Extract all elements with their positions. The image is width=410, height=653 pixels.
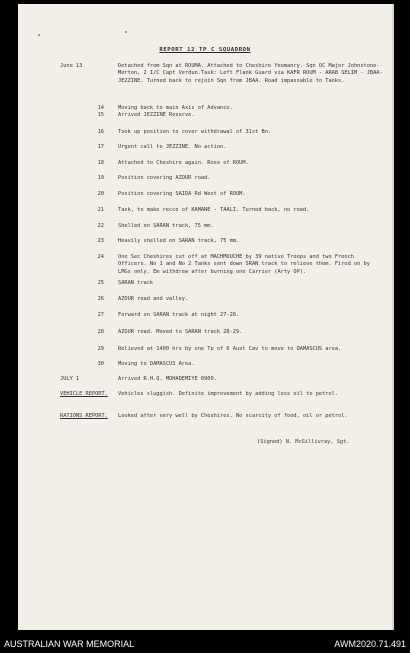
entry-day-number: 14	[97, 105, 104, 111]
entry-day-number: 22	[97, 223, 104, 229]
rations-report-text: Looked after very well by Cheshires. No scarcity of food, oil or petrol.	[118, 413, 348, 419]
entry-day-number: 24	[97, 254, 104, 260]
entry-text: Took up position to cover withdrawal of 31st Bn.	[118, 129, 272, 135]
entry-text: One Sec Cheshires cut off at MACHMOUCHE by 39 native Troops and two French Officers. No 1 and No 2 Tanks sent down SRAN track to relieve them. Fired on by LMGs only. Em withdrew after burning one Carrier (Arty OP).	[118, 254, 370, 275]
entry-text: Attached to Cheshire again. Rose of ROUM.	[118, 160, 249, 166]
rations-report-label: RATIONS REPORT.	[60, 413, 108, 419]
entry-text: AZOUR road. Moved to SARAN track 28-29.	[118, 329, 243, 335]
entry-day-number: 18	[97, 160, 104, 166]
entry-text: Task, to make recce of KAMANE - TAALI. Turned back, no road.	[118, 207, 310, 213]
entry-text: Arrived R.H.Q. MOHADEMIYE 0900.	[118, 376, 217, 382]
entry-day-number: 28	[97, 329, 104, 335]
entry-text: Detached from Sqn at ROUMA. Attached to Cheshire Yeomanry. Sqn OC Major Johnstone-Morton, 2 I/C Capt Verdun.Task: Left Flank Guard via KAFR ROUM - ARAB SELIM - JBAA-JEZZINE. Turned back to rejoin Sqn from JBAA. Road impassable to Tanks.	[118, 63, 383, 84]
entry-text: Relieved at 1400 hrs by one Tp of 6 Aust Cav to move to DAMASCUS area.	[118, 346, 342, 352]
entry-text: Moving back to main Axis of Advance.	[118, 105, 233, 111]
entry-day-number: 16	[97, 129, 104, 135]
entry-text: Heavily shelled on SARAN track, 75 mm.	[118, 238, 240, 244]
report-title: REPORT 12 TP C SQUADRON	[159, 47, 251, 53]
entry-text: Arrived JEZZINE Reserve.	[118, 112, 195, 118]
entry-day-number: 25	[97, 280, 104, 286]
entry-day-number: 26	[97, 296, 104, 302]
entry-text: Forward on SARAN track at night 27-28.	[118, 312, 240, 318]
footer-accession-number: AWM2020.71.491	[334, 639, 406, 649]
entry-day-number: 15	[97, 112, 104, 118]
entry-text: Position covering SAIDA Rd West of ROUM.	[118, 191, 246, 197]
vehicle-report-text: Vehicles sluggish. Definite improvement by adding less oil to petrol.	[118, 391, 339, 397]
entry-day-number: 23	[97, 238, 104, 244]
entry-date: June 13	[60, 63, 83, 69]
entry-text: Shelled on SARAN track, 75 mm.	[118, 223, 214, 229]
entry-text: AZOUR road and valley.	[118, 296, 189, 302]
entry-text: SARAN track	[118, 280, 154, 286]
entry-day-number: 29	[97, 346, 104, 352]
punch-hole	[125, 31, 127, 33]
punch-hole	[38, 34, 40, 36]
entry-text: Position covering AZOUR road.	[118, 175, 211, 181]
entry-day-number: 17	[97, 144, 104, 150]
footer-credit: AUSTRALIAN WAR MEMORIAL	[4, 639, 135, 649]
vehicle-report-label: VEHICLE REPORT.	[60, 391, 108, 397]
entry-day-number: 30	[97, 361, 104, 367]
document-page	[18, 4, 394, 630]
entry-day-number: 27	[97, 312, 104, 318]
entry-text: Urgent call to JEZZINE. No action.	[118, 144, 227, 150]
entry-date: JULY 1	[60, 376, 80, 382]
entry-day-number: 20	[97, 191, 104, 197]
entry-day-number: 19	[97, 175, 104, 181]
entry-day-number: 21	[97, 207, 104, 213]
entry-text: Moving to DAMASCUS Area.	[118, 361, 195, 367]
signature: (Signed) N. McGillivray, Sgt.	[257, 439, 350, 445]
